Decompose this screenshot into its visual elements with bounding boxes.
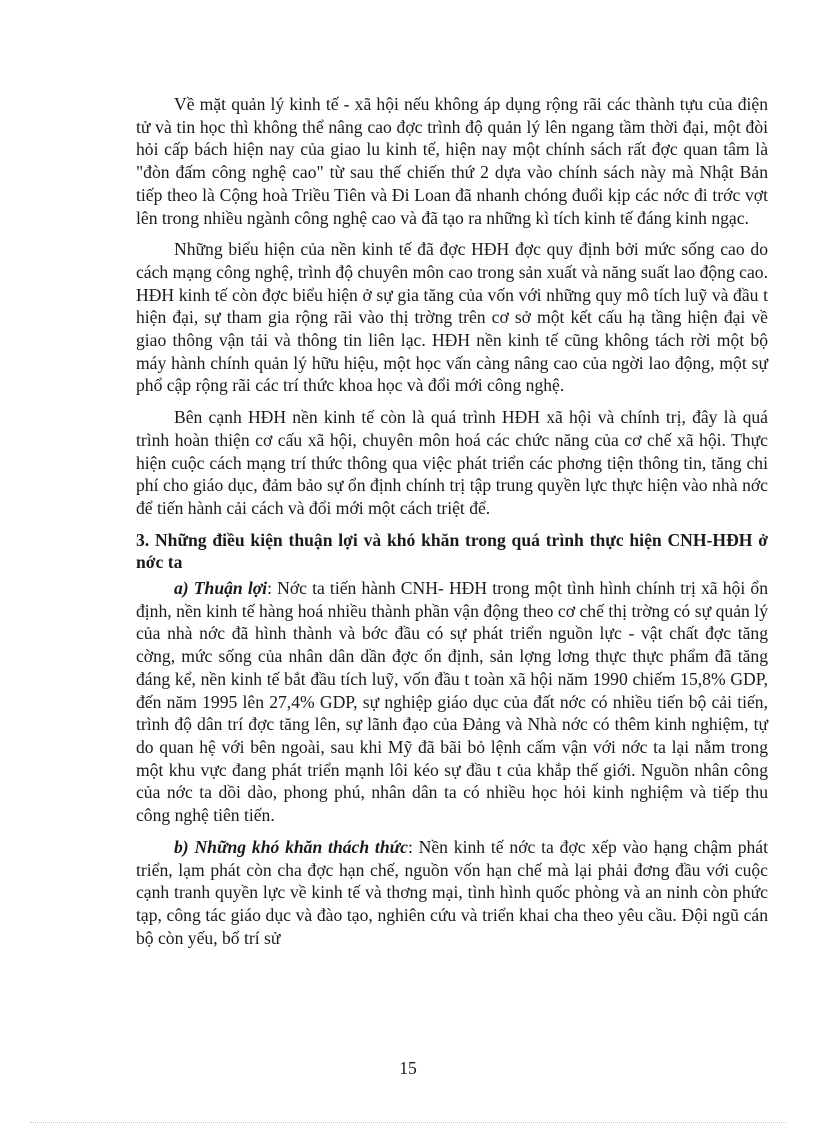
advantages-lead: a) Thuận lợi <box>174 578 268 599</box>
paragraph-modernization-signs: Những biểu hiện của nền kinh tế đã đợc HĐH đợc quy định bởi mức sống cao do cách mạng công nghệ, trình độ chuyên môn cao trong sản xuất và năng suất lao động cao. HĐH kinh tế còn đợc biểu hiện ở sự gia tăng của vốn với những quy mô tích luỹ và đầu t hiện đại, sự tham gia rộng rãi vào thị trờng trên cơ sở một kết cấu hạ tầng hiện đại về giao thông vận tải và thông tin liên lạc. HĐH nền kinh tế cũng không tách rời một bộ máy hành chính quản lý hữu hiệu, một học vấn càng nâng cao của ngời lao động, một sự phổ cập rộng rãi các trí thức khoa học và đổi mới công nghệ. <box>136 239 768 396</box>
section-heading: 3. Những điều kiện thuận lợi và khó khăn trong quá trình thực hiện CNH-HĐH ở nớc ta <box>136 529 768 573</box>
paragraph-management: Về mặt quản lý kinh tế - xã hội nếu không áp dụng rộng rãi các thành tựu của điện tử và tin học thì không thể nâng cao đợc trình độ quản lý lên ngang tầm thời đại, một đòi hỏi cấp bách hiện nay của giao lu kinh tế, hiện nay một chính sách rất đợc quan tâm là "đòn đấm công nghệ cao" từ sau thế chiến thứ 2 dựa vào chính sách này mà Nhật Bản tiếp theo là Cộng hoà Triều Tiên và Đi Loan đã nhanh chóng đuổi kịp các nớc đi trớc vợt lên trong nhiều ngành công nghệ cao và đã tạo ra những kì tích kinh tế đáng kinh ngạc. <box>136 94 768 228</box>
paragraph-advantages <box>136 577 768 827</box>
paragraph-social-political: Bên cạnh HĐH nền kinh tế còn là quá trình HĐH xã hội và chính trị, đây là quá trình hoàn thiện cơ cấu xã hội, chuyên môn hoá các chức năng của cơ chế xã hội. Thực hiện cuộc cách mạng trí thức thông qua việc phát triển các phơng tiện thông tin, tăng chi phí cho giáo dục, đảm bảo sự ổn định chính trị tập trung quyền lực thực hiện vào nhà nớc để tiến hành cải cách và đổi mới một cách triệt để. <box>136 407 768 518</box>
challenges-text: : Nền kinh tế nớc ta đợc xếp vào hạng chậm phát triển, lạm phát còn cha đợc hạn chế, nguồn vốn hạn chế mà lại phải đơng đầu với cuộc cạnh tranh quyền lực về kinh tế và thơng mại, tình hình quốc phòng và an ninh còn phức tạp, công tác giáo dục và đào tạo, nghiên cứu và triển khai cha theo yêu cầu. Đội ngũ cán bộ còn yếu, bố trí sử <box>136 836 768 948</box>
document-page <box>136 93 768 958</box>
page-number: 15 <box>399 1058 417 1078</box>
paragraph-challenges <box>136 836 768 950</box>
advantages-text: : Nớc ta tiến hành CNH- HĐH trong một tình hình chính trị xã hội ổn định, nền kinh tế hàng hoá nhiều thành phần vận động theo cơ chế thị trờng có sự quản lý của nhà nớc đã hình thành và bớc đầu có sự phát triển nguồn lực - vật chất đợc tăng cờng, mức sống của nhân dân dần đợc ổn định, sản lợng lơng thực thực phẩm đã tăng đáng kể, nền kinh tế bắt đầu tích luỹ, vốn đầu t toàn xã hội năm 1990 chiếm 15,8% GDP, đến năm 1995 lên 27,4% GDP, sự nghiệp giáo dục của đất nớc có nhiều tiến bộ cải tiến, trình độ dân trí đợc tăng lên, sự lãnh đạo của Đảng và Nhà nớc có thêm kinh nghiệm, tự do quan hệ với bên ngoài, sau khi Mỹ đã bãi bỏ lệnh cấm vận với nớc ta lại nằm trong một khu vực đang phát triển mạnh lôi kéo sự đầu t của khắp thế giới. Nguồn nhân công của nớc ta dồi dào, phong phú, nhân dân ta có nhiều học hỏi kinh nghiệm và tiếp thu công nghệ tiên tiến. <box>136 578 768 826</box>
challenges-lead: b) Những khó khăn thách thức <box>174 836 408 857</box>
